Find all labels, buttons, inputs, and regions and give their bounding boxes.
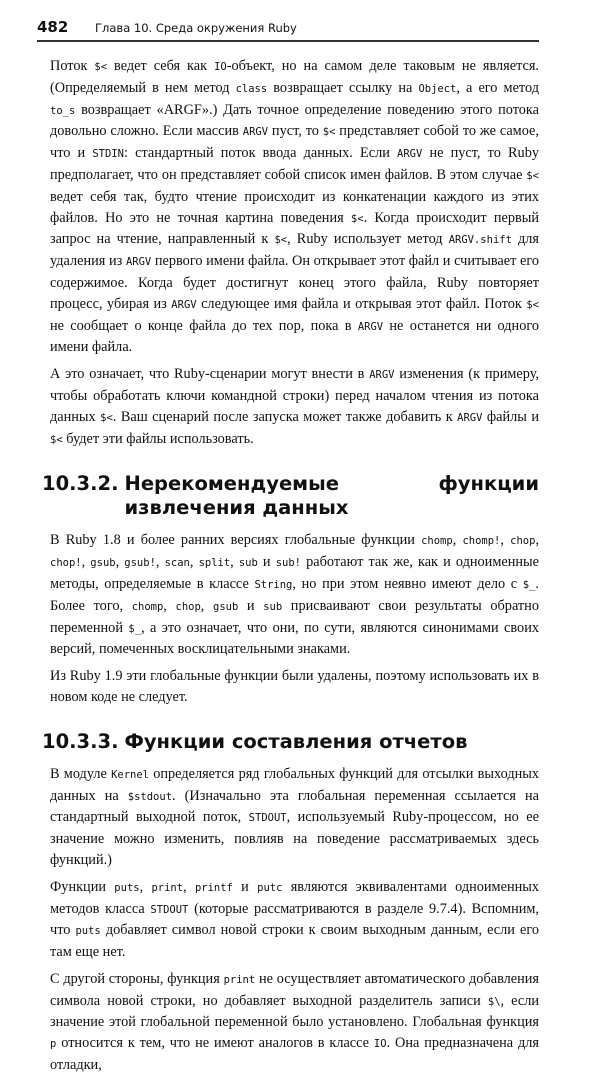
inline-code: printf	[194, 881, 233, 894]
running-title: Глава 10. Среда окружения Ruby	[95, 21, 297, 35]
inline-code: $_	[522, 578, 536, 591]
inline-code: Object	[418, 82, 457, 95]
inline-code: ARGV	[242, 126, 269, 139]
inline-code: print	[151, 881, 184, 894]
page-header	[37, 18, 539, 42]
inline-code: IO	[214, 61, 227, 73]
paragraph: С другой стороны, функция print не осуществляет автоматического добавления символа новой строки, но добавляет выходной разделитель записи $\, если значение этой глобальной переменной было установлено. Глобальная функция p относится к тем, что не имеют аналогов в классе IO. Она предназначена для отладки,	[50, 970, 539, 1074]
inline-code: puts	[114, 881, 140, 894]
paragraph: В модуле Kernel определяется ряд глобальных функций для отсылки выходных данных на $stdout. (Изначально эта глобальная переменная ссылается на стандартный выходной поток, STDOUT, используемый Ruby-процессом, но ее значение можно изменить, повлияв на поведение рассматриваемых здесь функций.)	[50, 765, 539, 868]
inline-code: sub	[263, 600, 283, 613]
inline-code: gsub	[90, 557, 116, 570]
heading-text: Функции составления отчетов	[124, 729, 468, 753]
inline-code: ARGV	[171, 298, 197, 311]
inline-code: chomp!	[462, 535, 501, 548]
inline-code: STDIN	[92, 148, 124, 161]
inline-code: gsub!	[124, 557, 156, 570]
section-heading-10-3-3	[42, 730, 539, 754]
section-intro	[50, 56, 539, 450]
inline-code: STDOUT	[248, 812, 287, 825]
heading-number: 10.3.3.	[42, 729, 119, 753]
inline-code: $<	[526, 169, 539, 182]
inline-code: String	[254, 578, 293, 591]
inline-code: IO	[373, 1038, 387, 1051]
inline-code: Kernel	[111, 768, 149, 781]
inline-code: chop	[175, 600, 201, 613]
heading-text: Нерекомендуемые функции извлечения данных	[124, 472, 539, 520]
inline-code: putc	[257, 881, 283, 894]
section-10-3-2-body	[50, 530, 539, 707]
paragraph: В Ruby 1.8 и более ранних версиях глобальные функции chomp, chomp!, chop, chop!, gsub, gsub!, scan, split, sub и sub! работают так же, как и одноименные методы, определяемые в классе String, но при этом неявно имеют дело с $_. Более того, chomp, chop, gsub и sub присваивают свои результаты обратно переменной $_, а это означает, что они, по сути, являются синонимами своих версий, помеченных восклицательными знаками.	[50, 532, 540, 658]
paragraph: Функции puts, print, printf и putc являются эквивалентами одноименных методов класса STDOUT (которые рассматриваются в разделе 9.7.4). Вспомним, что puts добавляет символ новой строки к своим выходным данным, если его там еще нет.	[50, 878, 540, 961]
inline-code: $<	[322, 126, 336, 139]
inline-code: $<	[94, 61, 108, 73]
section-10-3-3-body	[50, 764, 539, 1076]
inline-code: $\	[487, 995, 501, 1008]
inline-code: ARGV.shift	[448, 234, 512, 247]
inline-code: $stdout	[127, 790, 173, 803]
inline-code: ARGV	[397, 148, 423, 161]
paragraph: Поток $< ведет себя как IO-объект, но на самом деле таковым не является. (Определяемый в нем метод class возвращает ссылку на Object, а его метод to_s возвращает «ARGF».) Дать точное определение поведению этого потока довольно сложно. Если массив ARGV пуст, то $< представляет собой то же самое, что и STDIN: стандартный поток ввода данных. Если ARGV не пуст, то Ruby предполагает, что он представляет собой список имен файлов. В этом случае $< ведет себя так, будто чтение происходит из конкатенации каждого из этих файлов. Но это не точная картина поведения $<. Когда происходит первый запрос на чтение, направленный к $<, Ruby использует метод ARGV.shift для удаления из ARGV первого имени файла. Он открывает этот файл и считывает его содержимое. Когда будет достигнут конец этого файла, Ruby повторяет процесс, убирая из ARGV следующее имя файла и открывая этот файл. Поток $< не сообщает о конце файла до тех пор, пока в ARGV не останется ни одного имени файла.	[50, 58, 540, 356]
inline-code: $<	[350, 212, 364, 225]
inline-code: sub!	[275, 557, 301, 570]
page-body	[42, 56, 540, 1082]
paragraph: Из Ruby 1.9 эти глобальные функции были удалены, поэтому использовать их в новом коде не следует.	[50, 668, 539, 705]
inline-code: p	[50, 1038, 57, 1051]
inline-code: STDOUT	[150, 903, 189, 916]
inline-code: ARGV	[369, 369, 395, 382]
inline-code: sub	[238, 557, 258, 570]
inline-code: class	[235, 82, 268, 95]
inline-code: chop!	[50, 557, 82, 570]
inline-code: $<	[274, 234, 288, 247]
inline-code: $<	[526, 298, 539, 311]
inline-code: ARGV	[125, 256, 152, 269]
page-number: 482	[37, 18, 69, 36]
inline-code: ARGV	[357, 320, 384, 333]
section-heading-10-3-2	[42, 472, 539, 520]
inline-code: $<	[100, 411, 113, 424]
inline-code: $_	[128, 622, 142, 635]
inline-code: to_s	[50, 104, 76, 117]
inline-code: gsub	[213, 600, 239, 613]
inline-code: chomp	[131, 600, 164, 613]
inline-code: ARGV	[457, 411, 483, 424]
inline-code: puts	[75, 925, 101, 938]
inline-code: print	[223, 973, 256, 986]
paragraph: А это означает, что Ruby-сценарии могут внести в ARGV изменения (к примеру, чтобы обработать ключи командной строки) перед началом чтения из потока данных $<. Ваш сценарий после запуска может также добавить к ARGV файлы и $< будет эти файлы использовать.	[50, 366, 539, 447]
inline-code: chop	[510, 535, 536, 548]
inline-code: $<	[50, 433, 63, 446]
inline-code: chomp	[421, 535, 453, 548]
heading-number: 10.3.2.	[42, 472, 119, 496]
inline-code: split	[198, 557, 231, 570]
inline-code: scan	[164, 557, 190, 570]
